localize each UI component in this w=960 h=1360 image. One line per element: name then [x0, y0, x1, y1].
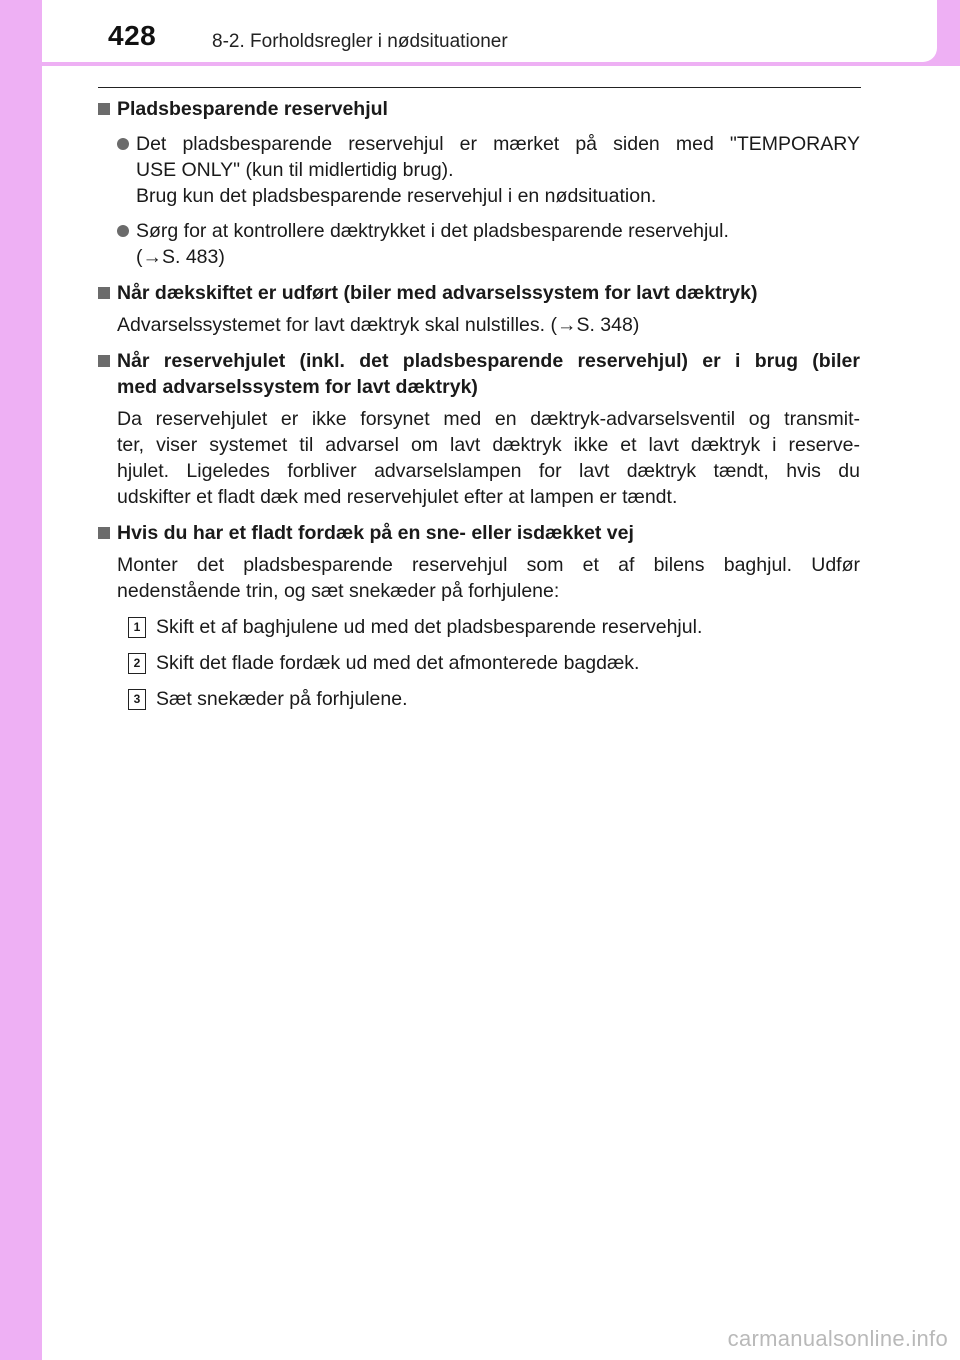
square-bullet-icon [98, 527, 110, 539]
paragraph-reset-system: Advarselssystemet for lavt dæktryk skal nulstilles. (→S. 348) [117, 314, 640, 336]
bullet-temporary-use: Det pladsbesparende reservehjul er mærket på siden med "TEMPORARY USE ONLY" (kun til midlertidig brug). Brug kun det pladsbesparende reservehjul i en nødsituation. [98, 131, 860, 209]
heading-tire-change-done: Når dækskiftet er udført (biler med advarselssystem for lavt dæktryk) [98, 280, 860, 306]
step-number: 3 [128, 689, 146, 710]
paragraph-mount-spare: Monter det pladsbesparende reservehjul som et af bilens baghjul. Udfør nedenstående trin, og sæt snekæder på forhjulene: [117, 554, 860, 602]
watermark: carmanualsonline.info [727, 1326, 948, 1351]
page-number: 428 [108, 20, 157, 51]
square-bullet-icon [98, 287, 110, 299]
square-bullet-icon [98, 355, 110, 367]
step-3: 3 Sæt snekæder på forhjulene. [98, 686, 860, 712]
heading-flat-front-tire: Hvis du har et fladt fordæk på en sne- eller isdækket vej [98, 520, 860, 546]
page-reference[interactable]: (→S. 483) [136, 246, 225, 268]
paragraph-spare-valve: Da reservehjulet er ikke forsynet med en dæktryk-advarselsventil og transmit- ter, viser systemet til advarsel om lavt dæktryk ikke et lavt dæktryk i reserve- hjulet. Ligeledes forbliver advarselslampen for lavt dæktryk tændt, hvis du udskifter et fladt dæk med reservehjulet efter at lampen er tændt. [117, 408, 860, 508]
round-bullet-icon [117, 225, 129, 237]
header [42, 0, 937, 62]
bullet-check-pressure: Sørg for at kontrollere dæktrykket i det pladsbesparende reservehjul. (→S. 483) [98, 218, 860, 270]
round-bullet-icon [117, 138, 129, 150]
step-2: 2 Skift det flade fordæk ud med det afmonterede bagdæk. [98, 650, 860, 676]
square-bullet-icon [98, 103, 110, 115]
step-1: 1 Skift et af baghjulene ud med det pladsbesparende reservehjul. [98, 614, 860, 640]
header-divider [98, 87, 861, 88]
step-number: 1 [128, 617, 146, 638]
side-color-bar [0, 0, 42, 1360]
step-number: 2 [128, 653, 146, 674]
heading-spare-in-use: Når reservehjulet (inkl. det pladsbesparende reservehjul) er i brug (biler med advarselssystem for lavt dæktryk) [98, 348, 860, 400]
main-content [98, 92, 860, 712]
section-title: 8-2. Forholdsregler i nødsituationer [212, 31, 508, 52]
heading-spare-wheel: Pladsbesparende reservehjul [98, 96, 860, 122]
